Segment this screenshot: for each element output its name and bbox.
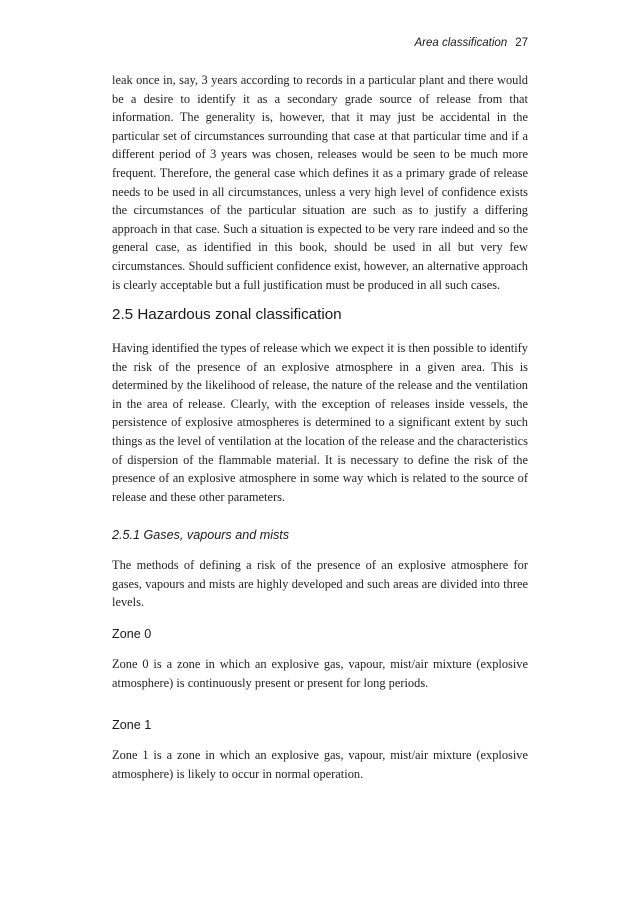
zone-0-heading: Zone 0 — [112, 627, 152, 641]
zone-1-definition: Zone 1 is a zone in which an explosive gas, vapour, mist/air mixture (explosive atmosphere) is likely to occur in normal operation. — [112, 748, 528, 781]
page-number: 27 — [515, 37, 528, 49]
zone-0-definition: Zone 0 is a zone in which an explosive gas, vapour, mist/air mixture (explosive atmosphere) is continuously present or present for long periods. — [112, 657, 528, 690]
zone-1-heading: Zone 1 — [112, 718, 152, 732]
running-header-title: Area classification — [414, 37, 508, 49]
running-header — [415, 37, 528, 49]
subsection-paragraph: The methods of defining a risk of the presence of an explosive atmosphere for gases, vapours and mists are highly developed and such areas are divided into three levels. — [112, 558, 528, 610]
section-paragraph: Having identified the types of release which we expect it is then possible to identify the risk of the presence of an explosive atmosphere in a given area. This is determined by the likelihood of release, the nature of the release and the ventilation in the area of release. Clearly, with the exception of releases inside vessels, the persistence of explosive atmospheres is determined to a significant extent by such things as the level of ventilation at the location of the release and the characteristics of dispersion of the flammable material. It is necessary to define the risk of the presence of an explosive atmosphere in some way which is related to the source of release and these other parameters. — [112, 341, 528, 504]
intro-paragraph: leak once in, say, 3 years according to records in a particular plant and there would be a desire to identify it as a secondary grade source of release from that information. The generality is, however, that it may just be accidental in the particular set of circumstances surrounding that case at that particular time and if a different period of 3 years was chosen, releases would be seen to be much more frequent. Therefore, the general case which defines it as a primary grade of release needs to be used in all circumstances, unless a very high level of confidence exists the circumstances of the particular situation are such as to justify a differing approach in that case. Such a situation is expected to be very rare indeed and so the general case, as identified in this book, should be used in all but very few circumstances. Should sufficient confidence exist, however, an alternative approach is clearly acceptable but a full justification must be produced in all such cases. — [112, 73, 528, 292]
subsection-heading: 2.5.1 Gases, vapours and mists — [112, 528, 290, 542]
section-heading: 2.5 Hazardous zonal classification — [112, 306, 342, 323]
